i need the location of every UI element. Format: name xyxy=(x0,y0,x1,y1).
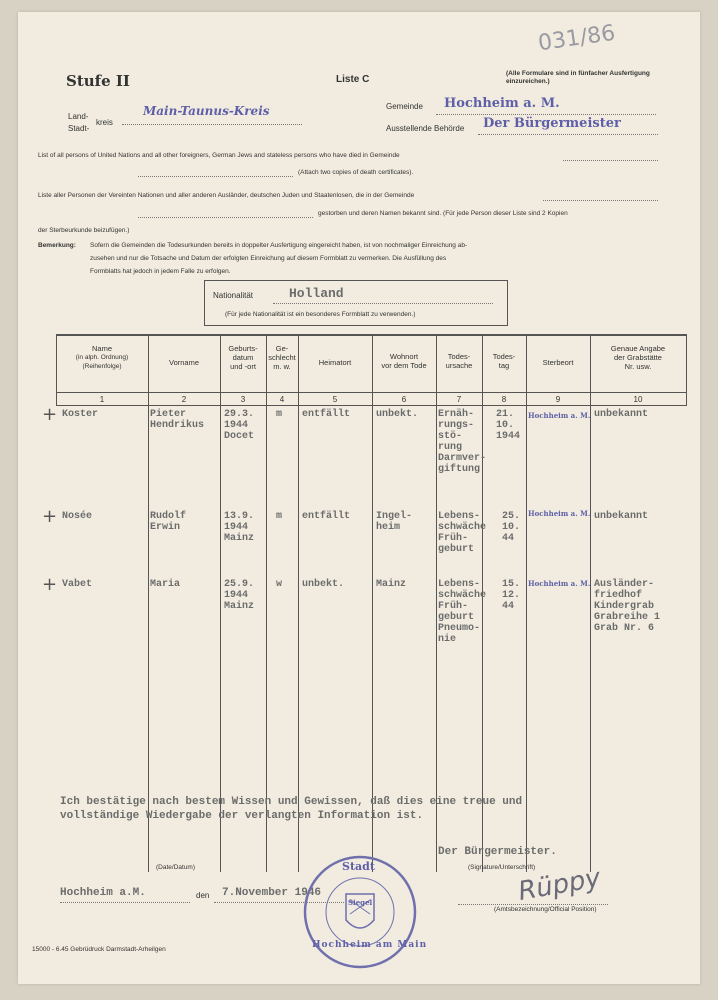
col-number: 10 xyxy=(633,395,643,404)
header-todestag: Todes- tag xyxy=(492,352,516,370)
header-geburt: Geburts- datum und -ort xyxy=(228,344,258,371)
cell-name: Nosée xyxy=(62,511,93,522)
cell-sterbeort: Hochheim a. M. xyxy=(528,509,591,518)
cell-geburt: 13.9. 1944 Mainz xyxy=(224,511,255,544)
cell-grab: unbekannt xyxy=(594,409,649,420)
col-number: 6 xyxy=(401,395,407,404)
instruction-de-3: der Sterbeurkunde beizufügen.) xyxy=(38,227,130,234)
instruction-de-1: Liste aller Personen der Vereinten Nationen und aller anderen Ausländer, deutschen Juden und Staatenlosen, die in der Gemeinde xyxy=(38,192,415,199)
col-number: 3 xyxy=(240,395,246,404)
kreis-label: kreis xyxy=(96,118,113,127)
cell-heimatort: unbekt. xyxy=(302,579,345,590)
header-grabstaette: Genaue Angabe der Grabstätte Nr. usw. xyxy=(610,344,666,371)
date-value: 7.November 1946 xyxy=(222,887,322,899)
place-value: Hochheim a.M. xyxy=(60,887,146,899)
seal-center-text: Siegel xyxy=(348,898,373,907)
cell-tag: 21. 10. 1944 xyxy=(496,409,521,442)
cell-geburt: 25.9. 1944 Mainz xyxy=(224,579,255,612)
gemeinde-label: Gemeinde xyxy=(386,102,423,111)
signature-label: (Signature/Unterschrift) xyxy=(468,864,536,871)
gemeinde-value: Hochheim a. M. xyxy=(444,96,560,111)
document-page xyxy=(18,12,700,984)
den-label: den xyxy=(196,891,210,900)
cell-name: Koster xyxy=(62,409,99,420)
instruction-en-1: List of all persons of United Nations and all other foreigners, German Jews and stateless persons who have died in Gemeinde xyxy=(38,152,400,159)
col-number: 4 xyxy=(279,395,285,404)
certify-line-1: Ich bestätige nach bestem Wissen und Gewissen, daß dies eine treue und xyxy=(60,796,523,808)
cell-ursache: Lebens- schwäche Früh- geburt Pneumo- nie xyxy=(438,579,487,645)
col-number: 9 xyxy=(555,395,561,404)
instruction-en-2: (Attach two copies of death certificates). xyxy=(298,169,414,176)
cross-mark: + xyxy=(42,404,58,425)
cell-geschlecht: m xyxy=(276,511,283,522)
cross-mark: + xyxy=(42,574,58,595)
behoerde-label: Ausstellende Behörde xyxy=(386,124,465,133)
cell-name: Vabet xyxy=(62,579,93,590)
official-label: (Amtsbezeichnung/Official Position) xyxy=(494,906,597,913)
cell-ursache: Ernäh- rungs- stö- rung Darmver- giftung xyxy=(438,409,487,475)
cell-tag: 25. 10. 44 xyxy=(502,511,521,544)
date-label: (Date/Datum) xyxy=(156,864,196,871)
nationality-label: Nationalität xyxy=(213,291,254,300)
cell-sterbeort: Hochheim a. M. xyxy=(528,411,591,420)
cell-heimatort: entfällt xyxy=(302,409,351,420)
col-number: 8 xyxy=(501,395,507,404)
header-sterbeort: Sterbeort xyxy=(542,358,574,367)
remark-label: Bemerkung: xyxy=(38,242,76,249)
cell-geschlecht: m xyxy=(276,409,283,420)
cell-ursache: Lebens- schwäche Früh- geburt xyxy=(438,511,487,555)
formular-note: (Alle Formulare sind in fünfacher Ausfertigung einzureichen.) xyxy=(506,70,650,85)
land-label: Land- xyxy=(68,112,89,121)
header-vorname: Vorname xyxy=(168,358,200,367)
stufe-label: Stufe II xyxy=(66,72,130,90)
behoerde-value: Der Bürgermeister xyxy=(483,116,621,131)
cell-vorname: Rudolf Erwin xyxy=(150,511,187,533)
city-seal xyxy=(302,854,428,970)
header-todesursache: Todes- ursache xyxy=(445,352,473,370)
col-number: 1 xyxy=(99,395,105,404)
cell-geschlecht: w xyxy=(276,579,283,590)
col-number: 7 xyxy=(456,395,462,404)
signature: Rüppy xyxy=(516,863,603,907)
nationality-value: Holland xyxy=(289,286,344,301)
cross-mark: + xyxy=(42,506,58,527)
nationality-note: (Für jede Nationalität ist ein besonderes Formblatt zu verwenden.) xyxy=(225,311,416,318)
cell-wohnort: Ingel- heim xyxy=(376,511,413,533)
header-wohnort: Wohnort vor dem Tode xyxy=(381,352,427,370)
cell-geburt: 29.3. 1944 Docet xyxy=(224,409,255,442)
cell-wohnort: unbekt. xyxy=(376,409,419,420)
archive-annotation: 031/86 xyxy=(536,20,617,57)
nationality-box xyxy=(204,280,508,326)
col-number: 2 xyxy=(181,395,187,404)
liste-label: Liste C xyxy=(336,74,370,85)
seal-top-text: Stadt xyxy=(342,860,375,873)
cell-tag: 15. 12. 44 xyxy=(502,579,521,612)
cell-grab: unbekannt xyxy=(594,511,649,522)
cell-vorname: Maria xyxy=(150,579,181,590)
cell-heimatort: entfällt xyxy=(302,511,351,522)
seal-bottom-text: Hochheim am Main xyxy=(312,940,428,950)
header-name: Name (in alph. Ordnung) (Reihenfolge) xyxy=(75,344,129,370)
remark-line-1: Sofern die Gemeinden die Todesurkunden bereits in doppelter Ausfertigung eingereicht haben, ist von nochmaliger Einreichung ab- xyxy=(90,242,468,249)
cell-grab: Ausländer- friedhof Kindergrab Grabreihe 1 Grab Nr. 6 xyxy=(594,579,661,634)
landkreis-value: Main-Taunus-Kreis xyxy=(143,104,270,118)
col-number: 5 xyxy=(332,395,338,404)
header-geschlecht: Ge- schlecht m. w. xyxy=(268,344,296,371)
signer-title: Der Bürgermeister. xyxy=(438,846,557,858)
instruction-de-2: gestorben und deren Namen bekannt sind. (Für jede Person dieser Liste sind 2 Kopien xyxy=(318,210,568,217)
stadt-label: Stadt- xyxy=(68,124,90,133)
certify-line-2: vollständige Wiedergabe der verlangten Information ist. xyxy=(60,810,424,822)
cell-wohnort: Mainz xyxy=(376,579,407,590)
header-heimatort: Heimatort xyxy=(318,358,352,367)
remark-line-3: Formblatts hat jedoch in jedem Falle zu erfolgen. xyxy=(90,268,231,275)
remark-line-2: zusehen und nur die Totsache und Datum der erfolgten Einreichung auf diesem Formblatt zu vermerken. Die Ausfüllung des xyxy=(90,255,447,262)
cell-sterbeort: Hochheim a. M. xyxy=(528,579,591,588)
printer-note: 15000 - 6.45 Gebrüdruck Darmstadt-Arheilgen xyxy=(32,946,166,953)
cell-vorname: Pieter Hendrikus xyxy=(150,409,205,431)
